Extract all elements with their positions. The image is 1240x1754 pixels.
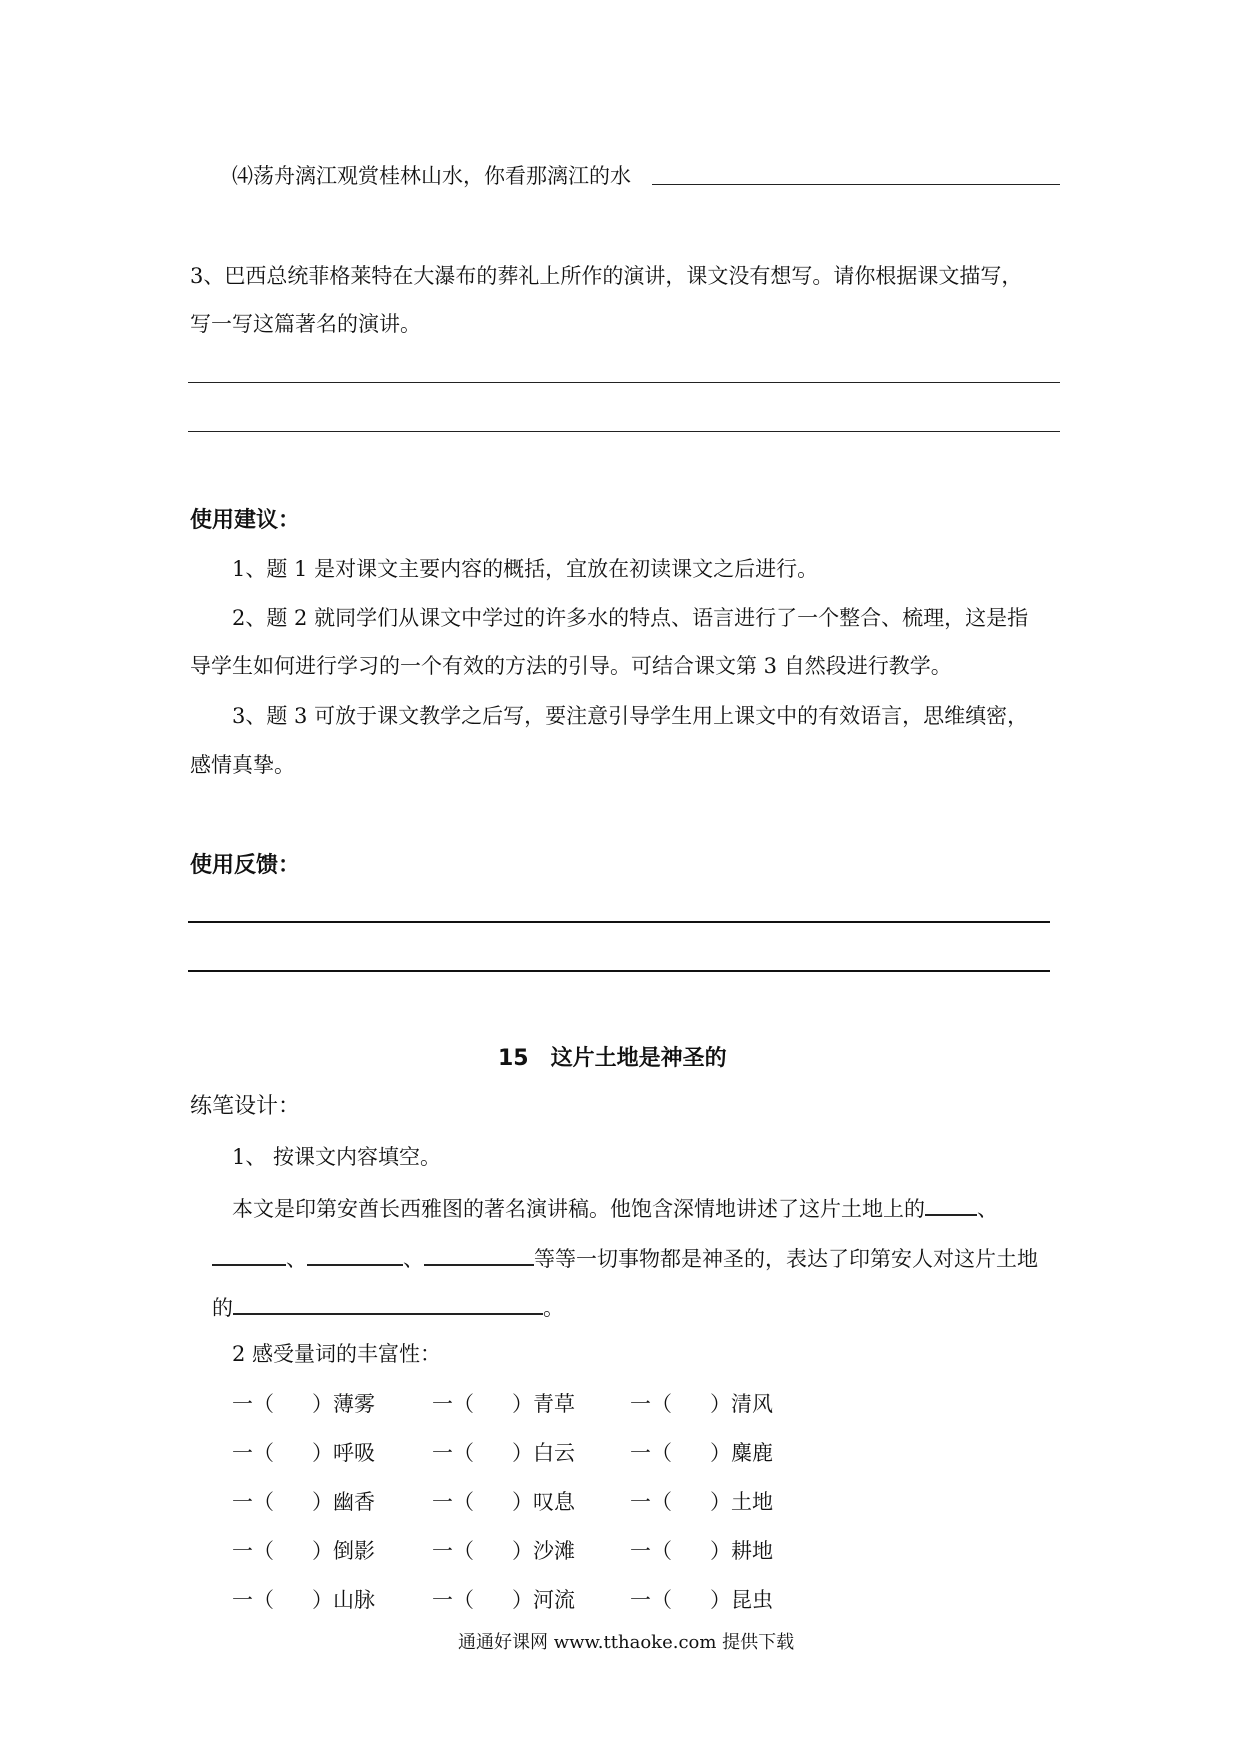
suggestion-2-line-1: 2、题 2 就同学们从课文中学过的许多水的特点、语言进行了一个整合、梳理，这是指 — [232, 606, 1029, 630]
q3-line-1: 3、巴西总统菲格莱特在大瀑布的葬礼上所作的演讲，课文没有想写。请你根据课文描写， — [190, 264, 1023, 288]
measure-prefix: 一（ — [630, 1392, 672, 1416]
measure-noun: 呼吸 — [333, 1441, 375, 1465]
measure-word-item — [232, 1439, 375, 1467]
measure-prefix: 一（ — [630, 1490, 672, 1514]
feedback-heading: 使用反馈： — [190, 853, 301, 878]
measure-noun: 幽香 — [333, 1490, 375, 1514]
measure-close: ） — [312, 1441, 333, 1465]
measure-word-item — [630, 1537, 773, 1565]
measure-close: ） — [312, 1539, 333, 1563]
footer-text: 通通好课网 www.tthaoke.com 提供下载 — [458, 1632, 795, 1653]
measure-close: ） — [312, 1392, 333, 1416]
blank-3[interactable] — [307, 1242, 403, 1266]
measure-noun: 倒影 — [333, 1539, 375, 1563]
measure-noun: 耕地 — [731, 1539, 773, 1563]
design-heading: 练笔设计： — [190, 1094, 301, 1119]
measure-word-item — [432, 1439, 575, 1467]
measure-word-item — [432, 1537, 575, 1565]
suggestion-1: 1、题 1 是对课文主要内容的概括，宜放在初读课文之后进行。 — [232, 557, 819, 581]
measure-close: ） — [312, 1490, 333, 1514]
measure-noun: 白云 — [533, 1441, 575, 1465]
measure-prefix: 一（ — [232, 1490, 274, 1514]
measure-close: ） — [512, 1588, 533, 1612]
measure-close: ） — [512, 1539, 533, 1563]
measure-noun: 麋鹿 — [731, 1441, 773, 1465]
measure-close: ） — [512, 1441, 533, 1465]
measure-prefix: 一（ — [232, 1392, 274, 1416]
measure-close: ） — [512, 1392, 533, 1416]
measure-close: ） — [312, 1588, 333, 1612]
measure-noun: 河流 — [533, 1588, 575, 1612]
measure-noun: 昆虫 — [731, 1588, 773, 1612]
measure-word-item — [630, 1439, 773, 1467]
measure-word-item — [630, 1488, 773, 1516]
q1-line-3-head: 的 — [212, 1296, 233, 1320]
q1-line-3-tail: 。 — [543, 1296, 564, 1320]
measure-noun: 青草 — [533, 1392, 575, 1416]
q2-item-4: ⑷荡舟漓江观赏桂林山水，你看那漓江的水 — [232, 164, 631, 188]
q1-line-2 — [212, 1242, 1038, 1273]
writing-line-2 — [188, 431, 1060, 432]
measure-prefix: 一（ — [432, 1539, 474, 1563]
measure-prefix: 一（ — [630, 1588, 672, 1612]
q2-label: 2 感受量词的丰富性： — [232, 1342, 442, 1366]
measure-prefix: 一（ — [432, 1441, 474, 1465]
measure-word-item — [432, 1586, 575, 1614]
measure-prefix: 一（ — [432, 1588, 474, 1612]
measure-prefix: 一（ — [630, 1539, 672, 1563]
writing-line-1 — [188, 382, 1060, 383]
q1-line-1 — [232, 1192, 998, 1223]
measure-word-item — [232, 1537, 375, 1565]
measure-word-item — [232, 1586, 375, 1614]
blank-2[interactable] — [212, 1242, 286, 1266]
suggestion-2-line-2: 导学生如何进行学习的一个有效的方法的引导。可结合课文第 3 自然段进行教学。 — [190, 654, 952, 678]
separator: 、 — [977, 1197, 998, 1221]
measure-prefix: 一（ — [432, 1490, 474, 1514]
blank-4[interactable] — [424, 1242, 534, 1266]
feedback-line-2 — [188, 970, 1050, 972]
q1-label: 1、 按课文内容填空。 — [232, 1145, 442, 1169]
q1-line-1-text: 本文是印第安酋长西雅图的著名演讲稿。他饱含深情地讲述了这片土地上的 — [232, 1197, 925, 1221]
measure-close: ） — [710, 1588, 731, 1612]
q3-line-2: 写一写这篇著名的演讲。 — [190, 312, 421, 336]
q1-line-3 — [212, 1291, 564, 1322]
measure-close: ） — [512, 1490, 533, 1514]
measure-word-item — [432, 1488, 575, 1516]
blank-1[interactable] — [925, 1192, 977, 1216]
measure-word-item — [232, 1390, 375, 1418]
measure-noun: 沙滩 — [533, 1539, 575, 1563]
measure-noun: 清风 — [731, 1392, 773, 1416]
measure-noun: 薄雾 — [333, 1392, 375, 1416]
q1-line-2-text: 等等一切事物都是神圣的，表达了印第安人对这片土地 — [534, 1247, 1038, 1271]
measure-word-item — [432, 1390, 575, 1418]
measure-close: ） — [710, 1392, 731, 1416]
separator: 、 — [286, 1247, 307, 1271]
measure-noun: 土地 — [731, 1490, 773, 1514]
blank-5[interactable] — [233, 1291, 543, 1315]
measure-noun: 山脉 — [333, 1588, 375, 1612]
measure-noun: 叹息 — [533, 1490, 575, 1514]
measure-word-item — [630, 1390, 773, 1418]
measure-word-item — [630, 1586, 773, 1614]
feedback-line-1 — [188, 921, 1050, 923]
measure-prefix: 一（ — [232, 1539, 274, 1563]
measure-close: ） — [710, 1490, 731, 1514]
measure-prefix: 一（ — [432, 1392, 474, 1416]
measure-prefix: 一（ — [232, 1441, 274, 1465]
suggestion-3-line-1: 3、题 3 可放于课文教学之后写，要注意引导学生用上课文中的有效语言，思维缜密， — [232, 704, 1029, 728]
suggestions-heading: 使用建议： — [190, 508, 301, 533]
suggestion-3-line-2: 感情真挚。 — [190, 753, 295, 777]
measure-close: ） — [710, 1539, 731, 1563]
measure-prefix: 一（ — [232, 1588, 274, 1612]
answer-line — [652, 184, 1060, 185]
measure-prefix: 一（ — [630, 1441, 672, 1465]
measure-word-item — [232, 1488, 375, 1516]
lesson-title: 15 这片土地是神圣的 — [498, 1046, 727, 1071]
measure-close: ） — [710, 1441, 731, 1465]
separator: 、 — [403, 1247, 424, 1271]
